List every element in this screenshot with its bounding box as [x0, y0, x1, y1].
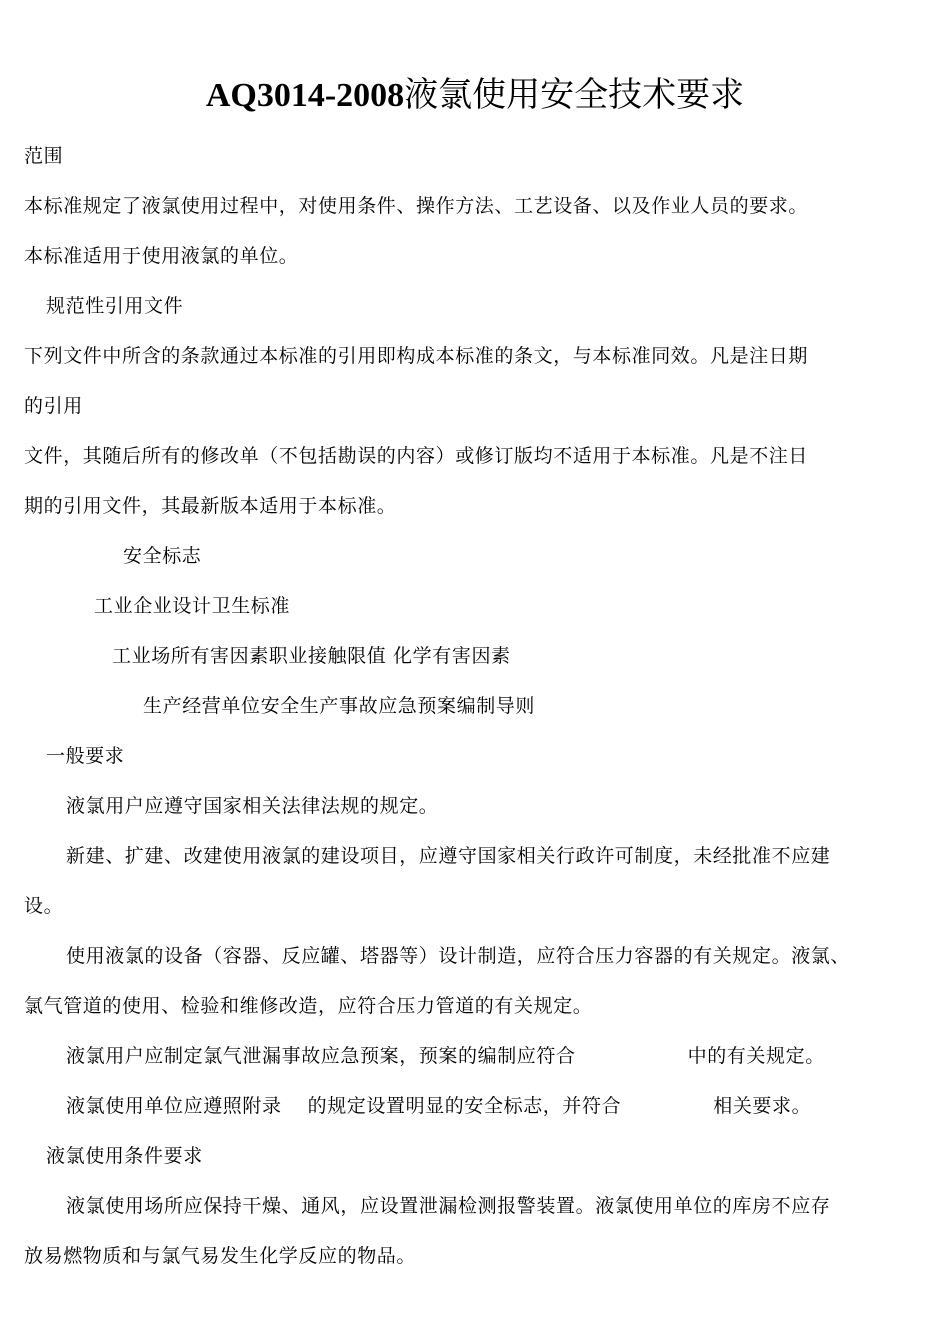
text-segment: 液氯使用单位应遵照附录 [66, 1095, 282, 1117]
paragraph-line: 文件，其随后所有的修改单（不包括勘误的内容）或修订版均不适用于本标准。凡是不注日 [24, 445, 809, 467]
reference-item: 工业场所有害因素职业接触限值 化学有害因素 [112, 645, 511, 667]
section-heading-conditions: 液氯使用条件要求 [46, 1145, 203, 1167]
paragraph-line: 液氯使用场所应保持干燥、通风，应设置泄漏检测报警装置。液氯使用单位的库房不应存 [66, 1195, 831, 1217]
paragraph-line-emergency-plan [66, 1042, 825, 1070]
standard-code: AQ3014-2008 [205, 77, 405, 114]
page-title [0, 72, 950, 119]
paragraph-line: 放易燃物质和与氯气易发生化学反应的物品。 [24, 1245, 417, 1267]
paragraph-line: 下列文件中所含的条款通过本标准的引用即构成本标准的条文，与本标准同效。凡是注日期 [24, 345, 809, 367]
reference-item: 生产经营单位安全生产事故应急预案编制导则 [143, 695, 536, 717]
text-segment: 的规定设置明显的安全标志，并符合 [307, 1095, 622, 1117]
paragraph-line: 使用液氯的设备（容器、反应罐、塔器等）设计制造，应符合压力容器的有关规定。液氯、 [66, 945, 851, 967]
text-segment: 中的有关规定。 [687, 1045, 825, 1067]
paragraph-line: 新建、扩建、改建使用液氯的建设项目，应遵守国家相关行政许可制度，未经批准不应建 [66, 845, 831, 867]
paragraph-line: 氯气管道的使用、检验和维修改造，应符合压力管道的有关规定。 [24, 995, 593, 1017]
paragraph-line: 设。 [24, 895, 64, 917]
paragraph-line: 液氯用户应遵守国家相关法律法规的规定。 [66, 795, 439, 817]
paragraph-line-safety-signs [66, 1092, 811, 1120]
standard-name: 液氯使用安全技术要求 [404, 75, 745, 115]
paragraph-line: 本标准适用于使用液氯的单位。 [24, 245, 299, 267]
text-segment: 相关要求。 [713, 1095, 812, 1117]
reference-item: 安全标志 [123, 545, 202, 567]
paragraph-line: 的引用 [24, 395, 83, 417]
text-segment: 液氯用户应制定氯气泄漏事故应急预案，预案的编制应符合 [66, 1045, 576, 1067]
reference-item: 工业企业设计卫生标准 [94, 595, 291, 617]
paragraph-line: 本标准规定了液氯使用过程中，对使用条件、操作方法、工艺设备、以及作业人员的要求。 [24, 195, 809, 217]
section-heading-general: 一般要求 [46, 745, 125, 767]
paragraph-line: 期的引用文件，其最新版本适用于本标准。 [24, 495, 397, 517]
section-heading-references: 规范性引用文件 [46, 295, 184, 317]
section-heading-scope: 范围 [24, 145, 64, 167]
